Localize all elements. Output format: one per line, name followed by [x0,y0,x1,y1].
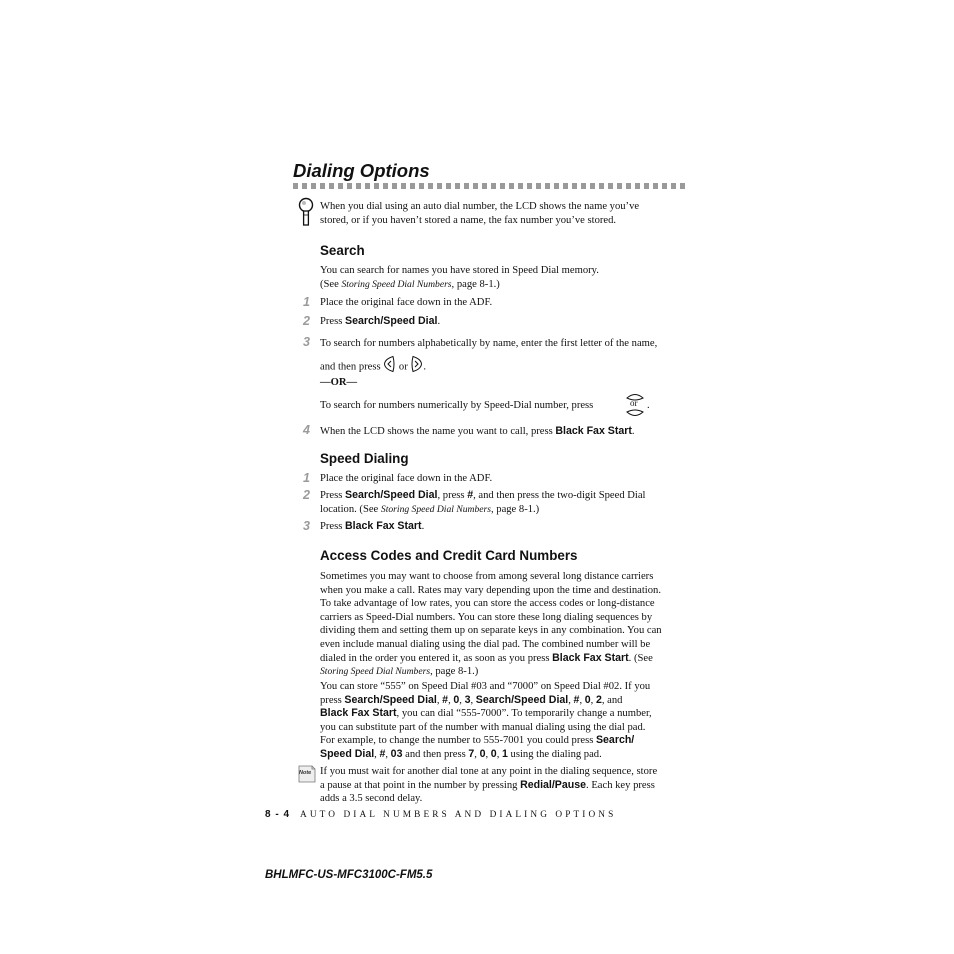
tip-lightbulb-icon [298,197,314,227]
note-icon: Note [297,764,317,784]
search-step-number: 2 [303,314,310,328]
search-heading: Search [320,243,365,258]
access-codes-heading: Access Codes and Credit Card Numbers [320,548,578,563]
search-step-line2: and then press or . [320,355,426,375]
search-step-text: Place the original face down in the ADF. [320,297,493,308]
tip-line: When you dial using an auto dial number, the LCD shows the name you’ve [320,201,640,212]
search-see-reference: (See Storing Speed Dial Numbers, page 8-1.) [320,278,500,290]
document-id: BHLMFC-US-MFC3100C-FM5.5 [265,869,433,881]
chapter-title: AUTO DIAL NUMBERS AND DIALING OPTIONS [300,810,617,820]
left-arrow-key-icon [383,355,396,379]
page-number: 8 - 4 [265,809,291,820]
access-codes-paragraph-1: Sometimes you may want to choose from among several long distance carriers when you make a call. Rates may vary depending upon the time and destination. To take advantage of low rates, you can store the access codes or long-distance carriers as Speed-Dial numbers. You can store these long dialing sequences by dividing them and setting them up on separate keys in any combination. You can even include manual dialing using the dial pad. The combined number will be dialed in the order you entered it, as soon as you press Black Fax Start. (See Storing Speed Dial Numbers, page 8-1.) [320,571,662,678]
search-step-text: When the LCD shows the name you want to call, press Black Fax Start. [320,425,635,437]
right-arrow-key-icon [410,355,423,379]
numeric-search-text: To search for numbers numerically by Speed-Dial number, press [320,400,594,411]
search-intro-line: You can search for names you have stored in Speed Dial memory. [320,265,599,276]
speed-step-text: Press Black Fax Start. [320,520,425,532]
search-step-number: 1 [303,295,310,309]
speed-step-number: 1 [303,471,310,485]
title-dotted-rule [293,183,688,189]
note-text: If you must wait for another dial tone at any point in the dialing sequence, store a pause at that point in the number by pressing Redial/Pause. Each key press adds a 3.5 second delay. [320,766,658,805]
speed-step-text: Press Search/Speed Dial, press #, and then press the two-digit Speed Dial location. (See Storing Speed Dial Numbers, page 8-1.) [320,489,646,515]
tip-text [320,200,639,227]
speed-step-number: 2 [303,488,310,502]
numeric-search-period: . [647,400,650,411]
search-step-text: To search for numbers alphabetically by name, enter the first letter of the name, [320,338,658,349]
speed-step-number: 3 [303,519,310,533]
search-step-number: 4 [303,423,310,437]
search-step-text: Press Search/Speed Dial. [320,315,441,327]
tip-line: stored, or if you haven’t stored a name, the fax number you’ve stored. [320,214,617,226]
speed-step-text: Place the original face down in the ADF. [320,473,493,484]
up-down-arrow-keys-icon: or [625,392,645,418]
page-title: Dialing Options [293,160,430,181]
access-codes-paragraph-2: You can store “555” on Speed Dial #03 and “7000” on Speed Dial #02. If you press Search/Speed Dial, #, 0, 3, Search/Speed Dial, #, 0, 2, and Black Fax Start, you can dial “555-7000”. To temporarily change a number, you can substitute part of the number with manual dialing using the dial pad. For example, to change the number to 555-7001 you could press Search/ Speed Dial, #, 03 and then press 7, 0, 0, 1 using the dialing pad. [320,681,652,760]
speed-dialing-heading: Speed Dialing [320,451,409,466]
or-divider: —OR— [320,377,358,388]
search-intro [320,264,599,291]
search-step-number: 3 [303,335,310,349]
